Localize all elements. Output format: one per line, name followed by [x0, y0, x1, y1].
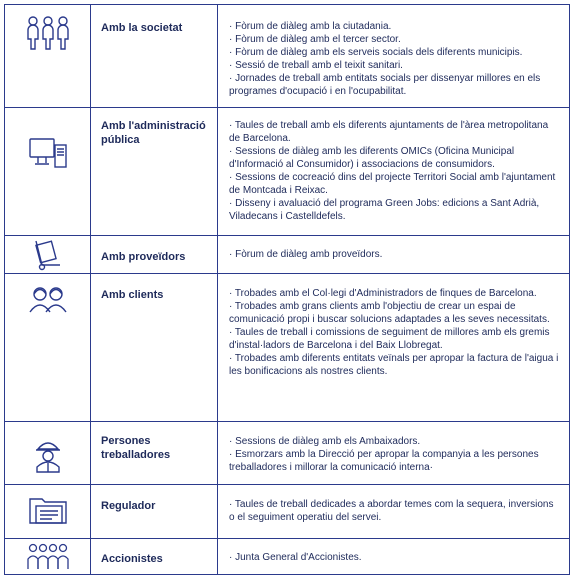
list-item: · Junta General d'Accionistes.	[229, 552, 362, 563]
list-item: · Fòrum de diàleg amb proveïdors.	[229, 249, 383, 260]
list-item: · Trobades amb grans clients amb l'objectiu de crear un espai de comunicació propi i buscar solucions adaptades a les seves necessitats.	[229, 301, 550, 325]
hand-truck-box-icon	[32, 239, 64, 271]
two-people-icon	[28, 284, 68, 314]
list-item: · Trobades amb diferents entitats veïnals per apropar la factura de l'aigua i les bonificacions als nostres clients.	[229, 353, 559, 377]
table-row	[5, 5, 569, 107]
row-items	[229, 119, 559, 223]
list-item: · Disseny i avaluació del programa Green Jobs: edicions a Sant Adrià, Viladecans i Castelldefels.	[229, 198, 540, 222]
table-row	[5, 538, 569, 574]
list-item: · Trobades amb el Col·legi d'Administradors de finques de Barcelona.	[229, 288, 537, 299]
list-item: · Esmorzars amb la Direcció per apropar la companyia a les persones treballadores i millorar la comunicació interna·	[229, 449, 539, 473]
list-item: · Sessions de diàleg amb les diferents OMICs (Oficina Municipal d'Informació al Consumidor) i associacions de consumidors.	[229, 146, 515, 170]
folder-document-icon	[28, 495, 68, 525]
row-label: Accionistes	[101, 553, 163, 565]
list-item: · Fòrum de diàleg amb el tercer sector.	[229, 34, 401, 45]
stakeholder-dialogue-table	[4, 4, 570, 575]
people-group-icon	[26, 15, 70, 51]
row-label: Amb la societat	[101, 22, 183, 34]
row-items	[229, 248, 559, 261]
table-row	[5, 484, 569, 538]
row-items	[229, 287, 559, 378]
worker-helmet-icon	[34, 439, 62, 473]
list-item: · Taules de treball amb els diferents ajuntaments de l'àrea metropolitana de Barcelona.	[229, 120, 549, 144]
row-label: Amb clients	[101, 289, 164, 301]
list-item: · Sessions de cocreació dins del projecte Territori Social amb l'ajuntament de Montcada i Reixac.	[229, 172, 556, 196]
list-item: · Jornades de treball amb entitats socials per dissenyar millores en els programes d'ocupació i en l'ocupabilitat.	[229, 73, 541, 97]
list-item: · Taules de treball dedicades a abordar temes com la sequera, inversions o el seguiment operatiu del servei.	[229, 499, 554, 523]
row-label: Regulador	[101, 500, 156, 512]
row-label: Amb proveïdors	[101, 251, 186, 263]
table-row	[5, 107, 569, 235]
table-row	[5, 235, 569, 273]
list-item: · Fòrum de diàleg amb la ciutadania.	[229, 21, 392, 32]
list-item: · Sessió de treball amb el teixit sanitari.	[229, 60, 403, 71]
row-label: Amb l'administració pública	[101, 120, 206, 146]
table-row	[5, 421, 569, 484]
list-item: · Taules de treball i comissions de seguiment de millores amb els gremis d'instal·ladors de Barcelona i del Baix Llobregat.	[229, 327, 550, 351]
row-items	[229, 551, 559, 564]
row-items	[229, 435, 559, 474]
row-label: Persones treballadores	[101, 435, 171, 461]
table-row	[5, 273, 569, 421]
row-items	[229, 498, 559, 524]
shareholders-group-icon	[25, 543, 71, 571]
list-item: · Fòrum de diàleg amb els serveis socials dels diferents municipis.	[229, 47, 523, 58]
list-item: · Sessions de diàleg amb els Ambaixadors.	[229, 436, 421, 447]
row-items	[229, 20, 559, 98]
computer-document-icon	[28, 136, 68, 170]
